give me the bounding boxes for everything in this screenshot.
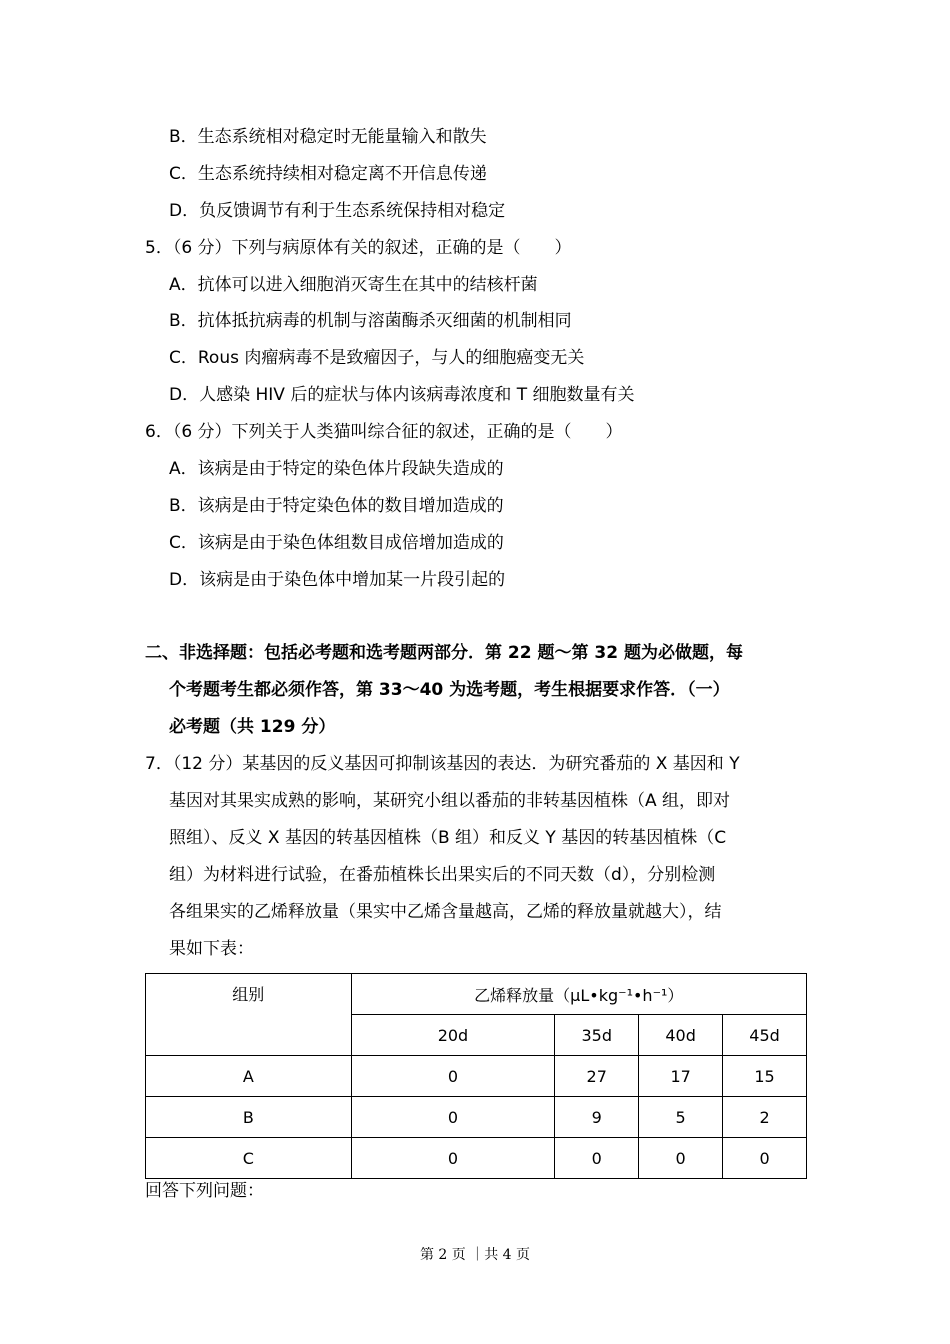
value-cell: 15 (723, 1056, 807, 1097)
q6-stem: 6．（6 分）下列关于人类猫叫综合征的叙述，正确的是（ ） (145, 422, 623, 442)
table-header-row (146, 974, 807, 1015)
day-header: 45d (723, 1015, 807, 1056)
q7-line1: 7．（12 分）某基因的反义基因可抑制该基因的表达．为研究番茄的 X 基因和 Y (145, 754, 740, 774)
q7-after-table: 回答下列问题： (145, 1181, 264, 1201)
q7-line3: 照组）、反义 X 基因的转基因植株（B 组）和反义 Y 基因的转基因植株（C (169, 828, 727, 848)
value-cell: 0 (351, 1056, 555, 1097)
group-header-cell: 组别 (146, 974, 352, 1056)
group-cell: A (146, 1056, 352, 1097)
day-header: 40d (639, 1015, 723, 1056)
q5-stem: 5．（6 分）下列与病原体有关的叙述，正确的是（ ） (145, 238, 572, 258)
group-cell: C (146, 1138, 352, 1179)
q5-option-b: B．抗体抵抗病毒的机制与溶菌酶杀灭细菌的机制相同 (169, 311, 572, 331)
section-title-line3: 必考题（共 129 分） (169, 717, 336, 737)
value-cell: 0 (639, 1138, 723, 1179)
value-cell: 9 (555, 1097, 639, 1138)
value-cell: 0 (723, 1138, 807, 1179)
q4-option-d: D．负反馈调节有利于生态系统保持相对稳定 (169, 201, 506, 221)
table-row (146, 1056, 807, 1097)
group-cell: B (146, 1097, 352, 1138)
q7-line6: 果如下表： (169, 939, 254, 959)
value-cell: 5 (639, 1097, 723, 1138)
q7-line4: 组）为材料进行试验，在番茄植株长出果实后的不同天数（d），分别检测 (169, 865, 716, 885)
value-cell: 0 (351, 1097, 555, 1138)
value-cell: 2 (723, 1097, 807, 1138)
ethylene-table (145, 973, 807, 1179)
q6-option-d: D．该病是由于染色体中增加某一片段引起的 (169, 570, 506, 590)
page-footer: 第 2 页 ｜共 4 页 (419, 1247, 531, 1263)
q4-option-c: C．生态系统持续相对稳定离不开信息传递 (169, 164, 487, 184)
value-cell: 17 (639, 1056, 723, 1097)
day-header: 20d (351, 1015, 555, 1056)
section-title-line2: 个考题考生都必须作答，第 33～40 为选考题，考生根据要求作答．（一） (169, 680, 730, 700)
q6-option-b: B．该病是由于特定染色体的数目增加造成的 (169, 496, 504, 516)
value-cell: 0 (351, 1138, 555, 1179)
q6-option-a: A．该病是由于特定的染色体片段缺失造成的 (169, 459, 504, 479)
value-cell: 27 (555, 1056, 639, 1097)
value-header-cell: 乙烯释放量（μL•kg⁻¹•h⁻¹） (351, 974, 806, 1015)
table-row (146, 1138, 807, 1179)
q7-line2: 基因对其果实成熟的影响，某研究小组以番茄的非转基因植株（A 组，即对 (169, 791, 731, 811)
table-row (146, 1097, 807, 1138)
value-cell: 0 (555, 1138, 639, 1179)
q5-option-a: A．抗体可以进入细胞消灭寄生在其中的结核杆菌 (169, 275, 538, 295)
section-title-line1: 二、非选择题：包括必考题和选考题两部分．第 22 题～第 32 题为必做题，每 (145, 643, 743, 663)
q4-option-b: B．生态系统相对稳定时无能量输入和散失 (169, 127, 487, 147)
q5-option-c: C．Rous 肉瘤病毒不是致瘤因子，与人的细胞癌变无关 (169, 348, 585, 368)
q7-line5: 各组果实的乙烯释放量（果实中乙烯含量越高，乙烯的释放量就越大），结 (169, 902, 722, 922)
q6-option-c: C．该病是由于染色体组数目成倍增加造成的 (169, 533, 504, 553)
day-header: 35d (555, 1015, 639, 1056)
q5-option-d: D．人感染 HIV 后的症状与体内该病毒浓度和 T 细胞数量有关 (169, 385, 635, 405)
